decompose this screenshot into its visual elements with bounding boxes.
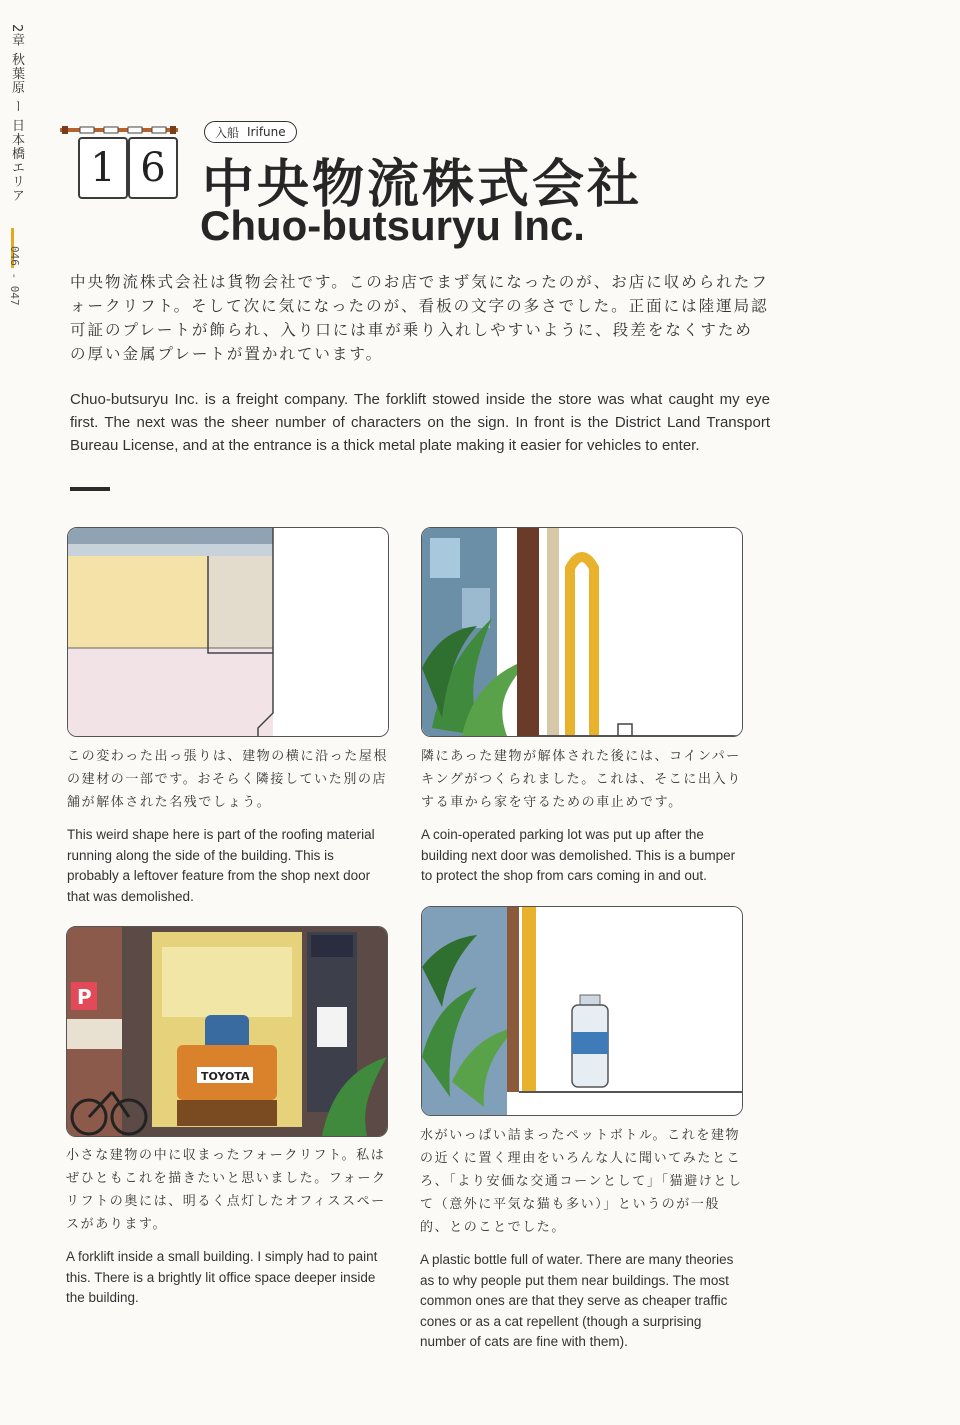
title-japanese: 中央物流株式会社 xyxy=(202,155,643,215)
page-numbers: 046 - 047 xyxy=(8,246,21,306)
caption-2-japanese: 隣にあった建物が解体された後には、コインパーキングがつくられました。これは、そこに出入りする車から家を守るための車止めです。 xyxy=(421,749,742,810)
svg-text:P: P xyxy=(77,985,92,1009)
curtain-rod-decoration xyxy=(60,126,178,134)
area-tag xyxy=(204,121,297,143)
illustration-water-bottle xyxy=(421,906,743,1116)
area-name-en: Irifune xyxy=(247,125,286,139)
caption-3-english: A forklift inside a small building. I simply had to paint this. There is a brightly lit office space deeper inside the building. xyxy=(66,1249,378,1305)
caption-1-japanese: この変わった出っ張りは、建物の横に沿った屋根の建材の一部です。おそらく隣接していた別の店舗が解体された名残でしょう。 xyxy=(67,749,389,810)
chapter-running-header: 2章 秋葉原 ー 日本橋エリア xyxy=(9,24,24,203)
intro-text-english: Chuo-butsuryu Inc. is a freight company. The forklift stowed inside the store was what caught my eye first. The next was the sheer number of characters on the sign. In front is the District Land Transport Bureau License, and at the entrance is a thick metal plate making it easier for vehicles to enter. xyxy=(70,391,770,454)
area-name-jp: 入船 xyxy=(215,125,240,140)
caption-4-japanese: 水がいっぱい詰まったペットボトル。これを建物の近くに置く理由をいろんな人に聞いてみたところ、「より安価な交通コーンとして」「猫避けとして（意外に平気な猫も多い）」というのが一般的、とのことでした。 xyxy=(420,1128,743,1235)
caption-1-english: This weird shape here is part of the roofing material running along the side of the building. This is probably a leftover feature from the shop next door that was demolished. xyxy=(67,827,375,904)
caption-3-japanese: 小さな建物の中に収まったフォークリフト。私はぜひともこれを描きたいと思いました。フォークリフトの奥には、明るく点灯したオフィススペースがあります。 xyxy=(66,1148,387,1232)
caption-4-english: A plastic bottle full of water. There are many theories as to why people put them near buildings. The most common ones are that they serve as cheaper traffic cones or as a cat repellent (though a surprising number of cats are fine with them). xyxy=(420,1252,734,1349)
svg-text:TOYOTA: TOYOTA xyxy=(201,1070,250,1083)
entry-number-digit-1: 1 xyxy=(78,137,128,199)
title-english: Chuo-butsuryu Inc. xyxy=(200,202,585,249)
section-divider xyxy=(70,487,110,491)
intro-text-japanese: 中央物流株式会社は貨物会社です。このお店でまず気になったのが、お店に収められたフォークリフト。そして次に気になったのが、看板の文字の多さでした。正面には陸運局認可証のプレートが飾られ、入り口には車が乗り入れしやすいように、段差をなくすための厚い金属プレートが置かれています。 xyxy=(70,273,769,363)
caption-2-english: A coin-operated parking lot was put up after the building next door was demolished. This is a bumper to protect the shop from cars coming in and out. xyxy=(421,827,736,883)
illustration-car-stop-pole xyxy=(421,527,743,737)
illustration-forklift xyxy=(66,926,388,1137)
illustration-roof-protrusion xyxy=(67,527,389,737)
entry-number-digit-2: 6 xyxy=(128,137,178,199)
